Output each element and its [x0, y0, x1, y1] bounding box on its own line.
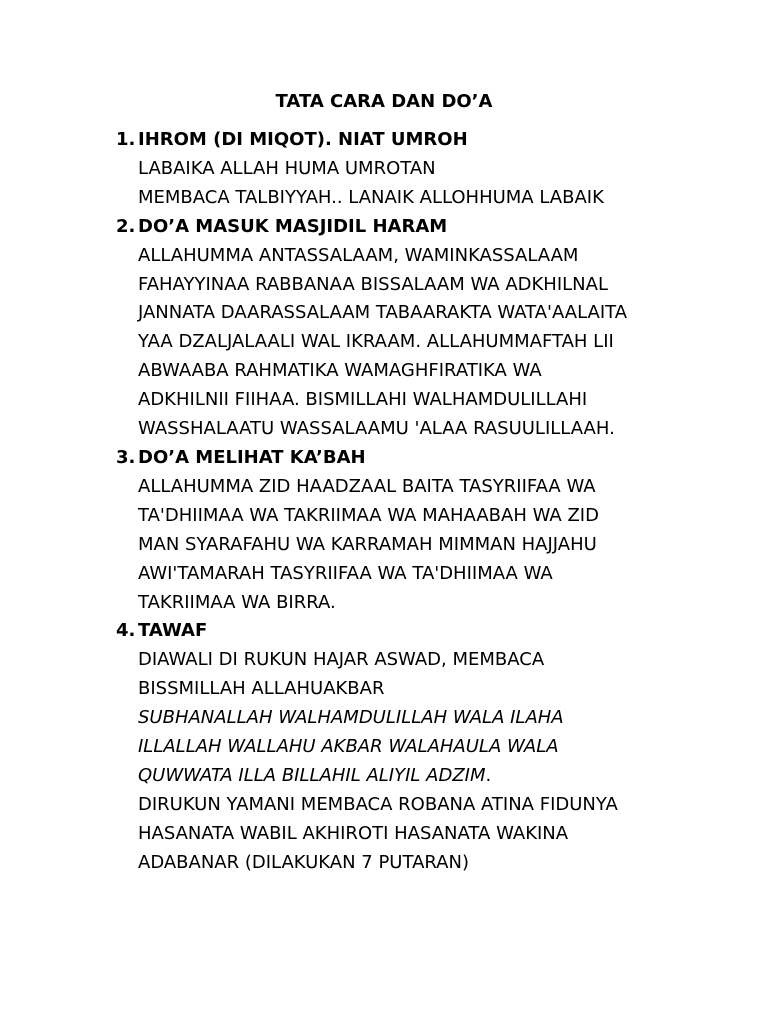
section-heading: IHROM (DI MIQOT). NIAT UMROH	[138, 129, 468, 150]
body-line: TAKRIIMAA WA BIRRA.	[138, 591, 336, 613]
section-number: 4.	[116, 620, 136, 642]
body-line: YAA DZALJALAALI WAL IKRAAM. ALLAHUMMAFTAH LII	[138, 331, 614, 353]
prayer-period: .	[485, 764, 492, 786]
section-number: 3.	[116, 446, 136, 468]
section-heading-row	[116, 213, 676, 242]
body-line: ABWAABA RAHMATIKA WAMAGHFIRATIKA WA	[138, 360, 542, 382]
body-line: TA'DHIIMAA WA TAKRIIMAA WA MAHAABAH WA ZID	[138, 504, 599, 526]
document-title: TATA CARA DAN DO’A	[275, 91, 493, 112]
body-line: MEMBACA TALBIYYAH.. LANAIK ALLOHHUMA LABAIK	[138, 186, 604, 208]
section-heading: TAWAF	[138, 620, 208, 642]
body-line: WASSHALAATU WASSALAAMU 'ALAA RASUULILLAAH.	[138, 418, 615, 440]
section-list	[116, 126, 676, 878]
body-line: ADABANAR (DILAKUKAN 7 PUTARAN)	[138, 851, 469, 873]
body-line: MAN SYARAFAHU WA KARRAMAH MIMMAN HAJJAHU	[138, 533, 597, 555]
prayer-line-with-period	[138, 762, 676, 791]
section-item	[116, 213, 676, 444]
body-line: ADKHILNII FIIHAA. BISMILLAHI WALHAMDULILLAHI	[138, 389, 588, 411]
body-line: DIAWALI DI RUKUN HAJAR ASWAD, MEMBACA	[138, 649, 545, 671]
body-line: FAHAYYINAA RABBANAA BISSALAAM WA ADKHILNAL	[138, 273, 608, 295]
section-item	[116, 126, 676, 213]
section-number: 1.	[116, 129, 136, 150]
section-item	[116, 444, 676, 617]
section-body	[138, 473, 676, 618]
section-heading: DO’A MASUK MASJIDIL HARAM	[138, 215, 448, 237]
body-line: JANNATA DAARASSALAAM TABAARAKTA WATA'AALAITA	[138, 302, 628, 324]
body-line: BISSMILLAH ALLAHUAKBAR	[138, 678, 385, 700]
body-line: DIRUKUN YAMANI MEMBACA ROBANA ATINA FIDUNYA	[138, 793, 618, 815]
section-heading-row	[116, 617, 676, 646]
section-heading: DO’A MELIHAT KA’BAH	[138, 446, 366, 468]
body-line: ALLAHUMMA ZID HAADZAAL BAITA TASYRIIFAA WA	[138, 475, 596, 497]
body-line: HASANATA WABIL AKHIROTI HASANATA WAKINA	[138, 822, 569, 844]
italic-prayer-line: ILLALLAH WALLAHU AKBAR WALAHAULA WALA	[138, 736, 559, 758]
section-body	[138, 242, 676, 444]
body-line: AWI'TAMARAH TASYRIIFAA WA TA'DHIIMAA WA	[138, 562, 553, 584]
section-number: 2.	[116, 215, 136, 237]
section-body	[138, 155, 676, 213]
section-body	[138, 646, 676, 877]
body-line: LABAIKA ALLAH HUMA UMROTAN	[138, 157, 436, 179]
section-heading-row	[116, 126, 676, 155]
body-line: ALLAHUMMA ANTASSALAAM, WAMINKASSALAAM	[138, 244, 579, 266]
section-heading-row	[116, 444, 676, 473]
italic-prayer-line: QUWWATA ILLA BILLAHIL ALIYIL ADZIM	[138, 764, 486, 786]
italic-prayer-line: SUBHANALLAH WALHAMDULILLAH WALA ILAHA	[138, 707, 564, 729]
section-item	[116, 617, 676, 877]
